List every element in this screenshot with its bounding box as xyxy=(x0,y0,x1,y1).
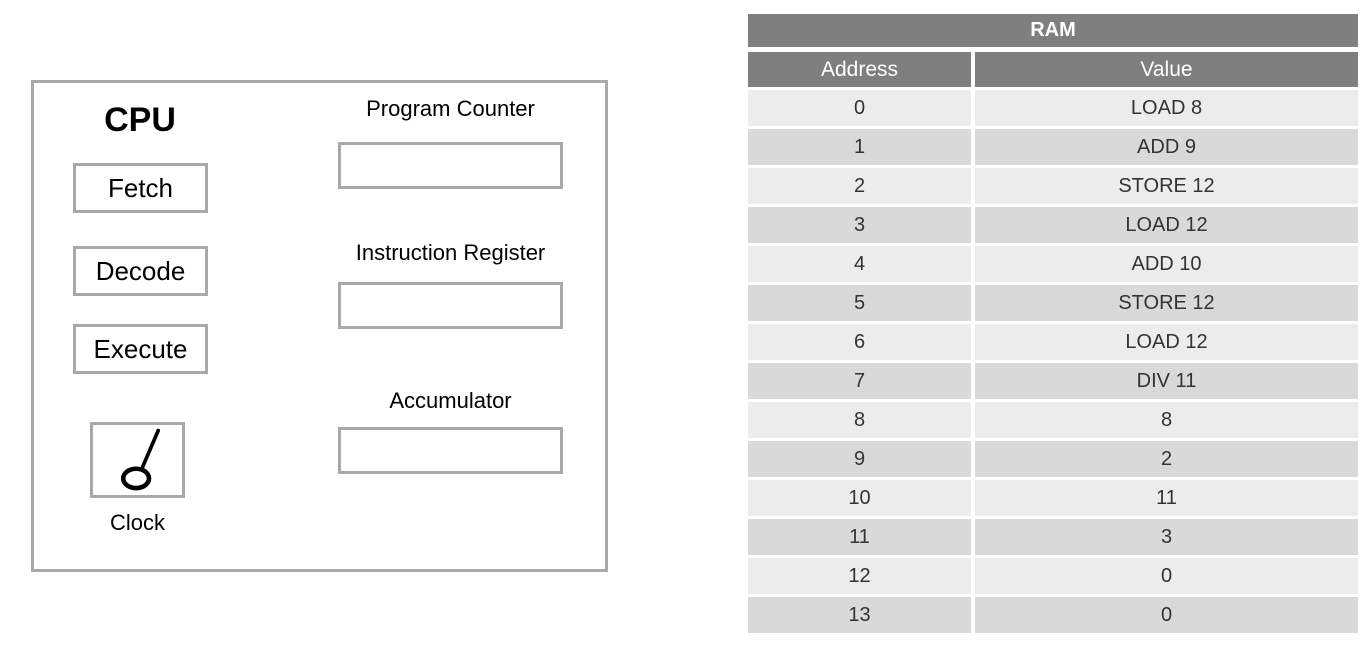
ram-value-cell: LOAD 12 xyxy=(975,324,1358,360)
program-counter-field[interactable] xyxy=(338,142,563,189)
accumulator-label: Accumulator xyxy=(389,388,512,413)
decode-button[interactable]: Decode xyxy=(73,246,208,296)
ram-address-cell: 11 xyxy=(748,519,971,555)
ram-address-cell: 1 xyxy=(748,129,971,165)
ram-table xyxy=(748,14,1358,633)
ram-address-cell: 10 xyxy=(748,480,971,516)
ram-address-cell: 12 xyxy=(748,558,971,594)
ram-address-cell: 7 xyxy=(748,363,971,399)
ram-value-cell: STORE 12 xyxy=(975,285,1358,321)
instruction-register-label: Instruction Register xyxy=(355,240,546,265)
ram-title: RAM xyxy=(748,14,1358,47)
clock-button[interactable] xyxy=(90,422,185,498)
ram-grid xyxy=(748,52,1358,633)
ram-value-cell: DIV 11 xyxy=(975,363,1358,399)
instruction-register-field[interactable] xyxy=(338,282,563,329)
ram-value-cell: ADD 10 xyxy=(975,246,1358,282)
ram-column-header-value: Value xyxy=(975,52,1358,87)
cpu-panel xyxy=(31,80,608,572)
ram-address-cell: 6 xyxy=(748,324,971,360)
execute-button[interactable]: Execute xyxy=(73,324,208,374)
cpu-title: CPU xyxy=(104,101,176,139)
ram-value-cell: 0 xyxy=(975,597,1358,633)
ram-address-cell: 9 xyxy=(748,441,971,477)
ram-address-cell: 3 xyxy=(748,207,971,243)
ram-value-cell: STORE 12 xyxy=(975,168,1358,204)
ram-column-header-address: Address xyxy=(748,52,971,87)
ram-value-cell: 11 xyxy=(975,480,1358,516)
ram-value-cell: 8 xyxy=(975,402,1358,438)
ram-address-cell: 2 xyxy=(748,168,971,204)
ram-value-cell: 2 xyxy=(975,441,1358,477)
ram-address-cell: 8 xyxy=(748,402,971,438)
clock-switch-icon xyxy=(93,425,182,495)
ram-address-cell: 5 xyxy=(748,285,971,321)
ram-address-cell: 4 xyxy=(748,246,971,282)
ram-address-cell: 13 xyxy=(748,597,971,633)
fetch-button[interactable]: Fetch xyxy=(73,163,208,213)
ram-address-cell: 0 xyxy=(748,90,971,126)
ram-value-cell: LOAD 8 xyxy=(975,90,1358,126)
ram-value-cell: 3 xyxy=(975,519,1358,555)
ram-value-cell: ADD 9 xyxy=(975,129,1358,165)
ram-value-cell: LOAD 12 xyxy=(975,207,1358,243)
program-counter-label: Program Counter xyxy=(366,96,535,121)
ram-value-cell: 0 xyxy=(975,558,1358,594)
accumulator-field[interactable] xyxy=(338,427,563,474)
clock-label: Clock xyxy=(109,510,165,535)
